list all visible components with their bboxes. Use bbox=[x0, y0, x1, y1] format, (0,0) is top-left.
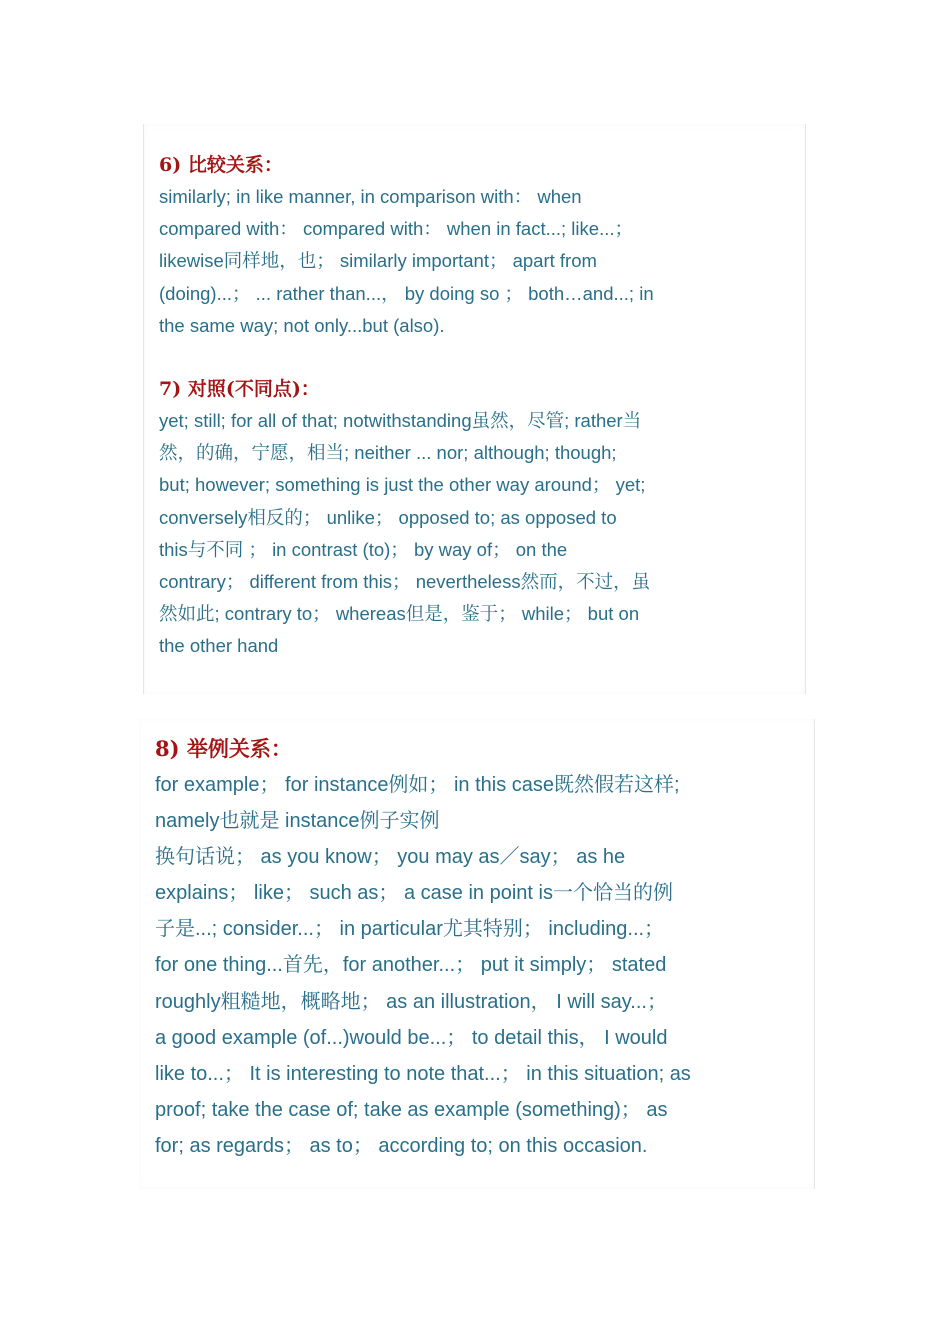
body-line: likewise同样地，也； similarly important； apart from bbox=[159, 250, 597, 272]
body-line: yet; still; for all of that; notwithstanding虽然，尽管; rather当 bbox=[159, 410, 642, 431]
body-line: 然如此; contrary to； whereas但是，鉴于； while； but on bbox=[159, 603, 640, 625]
body-line: 子是...; consider...； in particular尤其特别； including...； bbox=[155, 918, 665, 941]
body-line: the same way; not only...but (also). bbox=[159, 314, 445, 336]
body-line: namely也就是 instance例子实例 bbox=[155, 810, 440, 833]
section-heading: 7) 对照(不同点)： bbox=[159, 378, 320, 400]
body-line: contrary； different from this； nevertheless然而，不过，虽 bbox=[159, 571, 651, 593]
body-line: 换句话说； as you know； you may as／say； as he bbox=[155, 846, 626, 869]
body-line: (doing)...； ... rather than...， by doing so ； both…and...; in bbox=[159, 282, 654, 304]
section-contrast bbox=[159, 375, 650, 663]
section-heading: 6) 比较关系： bbox=[159, 154, 283, 176]
body-line: for example； for instance例如； in this case既然假若这样; bbox=[155, 774, 680, 796]
body-line: roughly粗糙地，概略地； as an illustration， I will say...； bbox=[155, 990, 667, 1013]
section-comparison bbox=[159, 151, 654, 342]
body-line: conversely相反的； unlike； opposed to; as opposed to bbox=[159, 506, 617, 528]
body-line: this与不同 ； in contrast (to)； by way of； on the bbox=[159, 538, 568, 560]
body-line: similarly; in like manner, in comparison with： when bbox=[159, 186, 582, 207]
body-line: for one thing...首先，for another...； put it simply； stated bbox=[155, 954, 667, 977]
body-line: compared with： compared with： when in fact...; like...； bbox=[159, 218, 633, 240]
body-line: explains； like； such as； a case in point is一个恰当的例 bbox=[155, 882, 673, 905]
body-line: proof; take the case of; take as example (something)； as bbox=[155, 1098, 668, 1121]
body-line: for; as regards； as to； according to; on this occasion. bbox=[155, 1134, 648, 1157]
body-line: a good example (of...)would be...； to detail this， I would bbox=[155, 1026, 668, 1049]
section-body bbox=[155, 767, 691, 1164]
body-line: but; however; something is just the other way around； yet; bbox=[159, 474, 646, 496]
section-body bbox=[159, 181, 654, 342]
section-body bbox=[159, 405, 650, 663]
body-line: like to...； It is interesting to note that...； in this situation; as bbox=[155, 1062, 691, 1085]
section-examples bbox=[155, 733, 691, 1164]
body-line: the other hand bbox=[159, 635, 279, 657]
section-heading: 8) 举例关系： bbox=[155, 736, 292, 761]
body-line: 然，的确，宁愿，相当; neither ... nor; although; though; bbox=[159, 442, 617, 464]
